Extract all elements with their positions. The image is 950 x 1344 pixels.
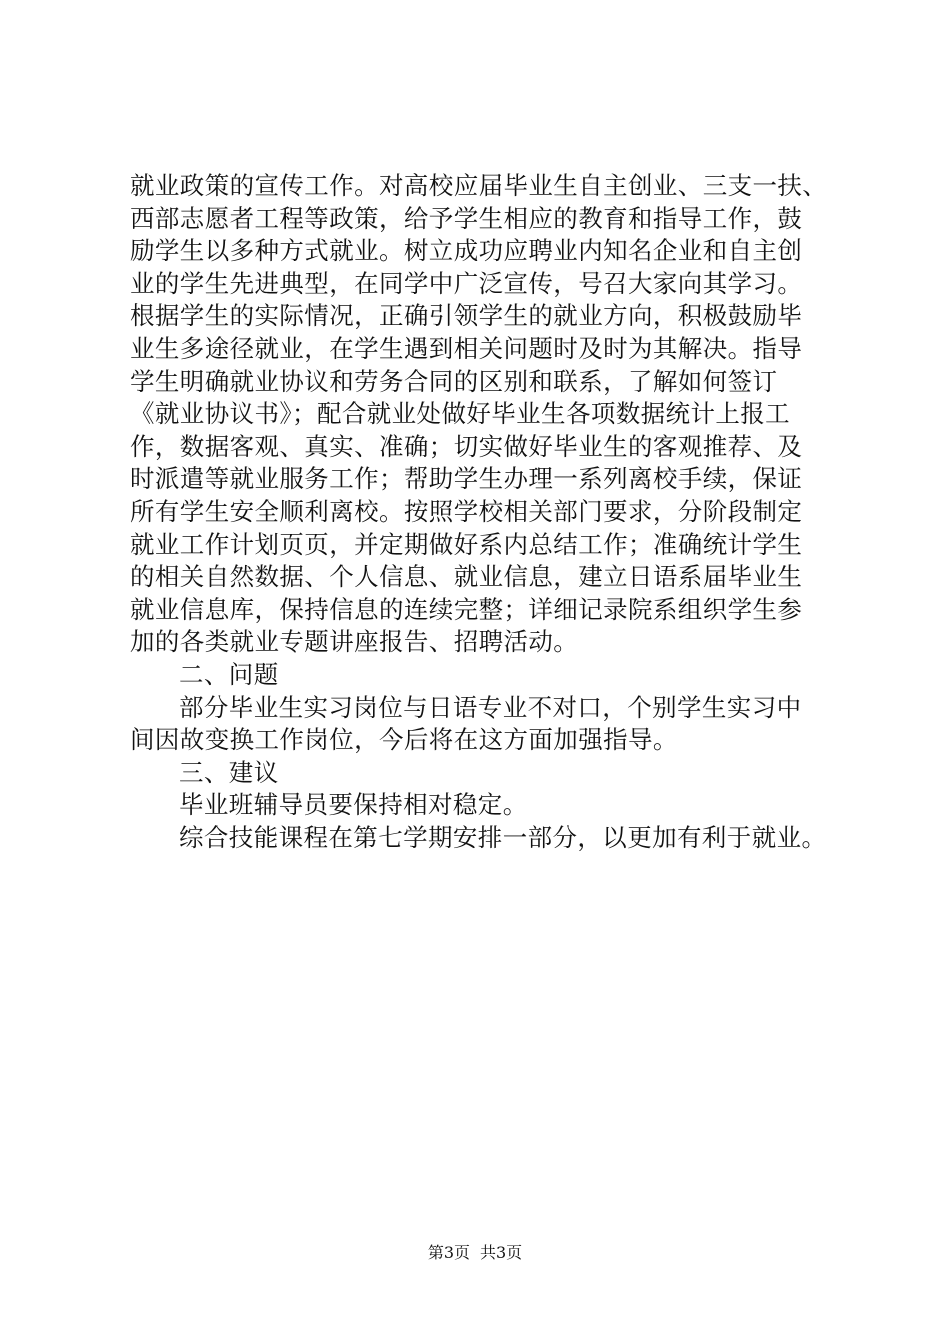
text-line: 时派遣等就业服务工作；帮助学生办理一系列离校手续，保证 [130, 464, 803, 494]
text-line: 综合技能课程在第七学期安排一部分，以更加有利于就业。 [179, 822, 827, 852]
section-heading-suggestions: 三、建议 [179, 757, 279, 787]
text-line: 作，数据客观、真实、准确；切实做好毕业生的客观推荐、及 [130, 431, 803, 461]
text-line: 就业工作计划页页，并定期做好系内总结工作；准确统计学生 [130, 529, 803, 559]
text-line: 西部志愿者工程等政策，给予学生相应的教育和指导工作，鼓 [130, 203, 803, 233]
text-line: 业生多途径就业，在学生遇到相关问题时及时为其解决。指导 [130, 333, 803, 363]
text-line: 《就业协议书》；配合就业处做好毕业生各项数据统计上报工 [130, 399, 791, 429]
page-footer [0, 1243, 950, 1263]
text-line: 业的学生先进典型，在同学中广泛宣传，号召大家向其学习。 [130, 268, 803, 298]
text-line: 部分毕业生实习岗位与日语专业不对口，个别学生实习中 [179, 692, 802, 722]
page-total: 共3页 [480, 1243, 523, 1262]
text-line: 毕业班辅导员要保持相对稳定。 [179, 790, 528, 820]
page-number: 第3页 [427, 1243, 470, 1262]
text-line: 间因故变换工作岗位，今后将在这方面加强指导。 [130, 725, 678, 755]
text-line: 励学生以多种方式就业。树立成功应聘业内知名企业和自主创 [130, 236, 803, 266]
text-line: 就业信息库，保持信息的连续完整；详细记录院系组织学生参 [130, 594, 803, 624]
document-body [130, 170, 830, 854]
text-line: 加的各类就业专题讲座报告、招聘活动。 [130, 627, 579, 657]
text-line: 所有学生安全顺利离校。按照学校相关部门要求，分阶段制定 [130, 496, 803, 526]
section-heading-problems: 二、问题 [179, 659, 279, 689]
text-line: 就业政策的宣传工作。对高校应届毕业生自主创业、三支一扶、 [130, 171, 828, 200]
text-line: 学生明确就业协议和劳务合同的区别和联系，了解如何签订 [130, 366, 778, 396]
text-line: 的相关自然数据、个人信息、就业信息，建立日语系届毕业生 [130, 562, 803, 592]
text-line: 根据学生的实际情况，正确引领学生的就业方向，积极鼓励毕 [130, 301, 803, 331]
